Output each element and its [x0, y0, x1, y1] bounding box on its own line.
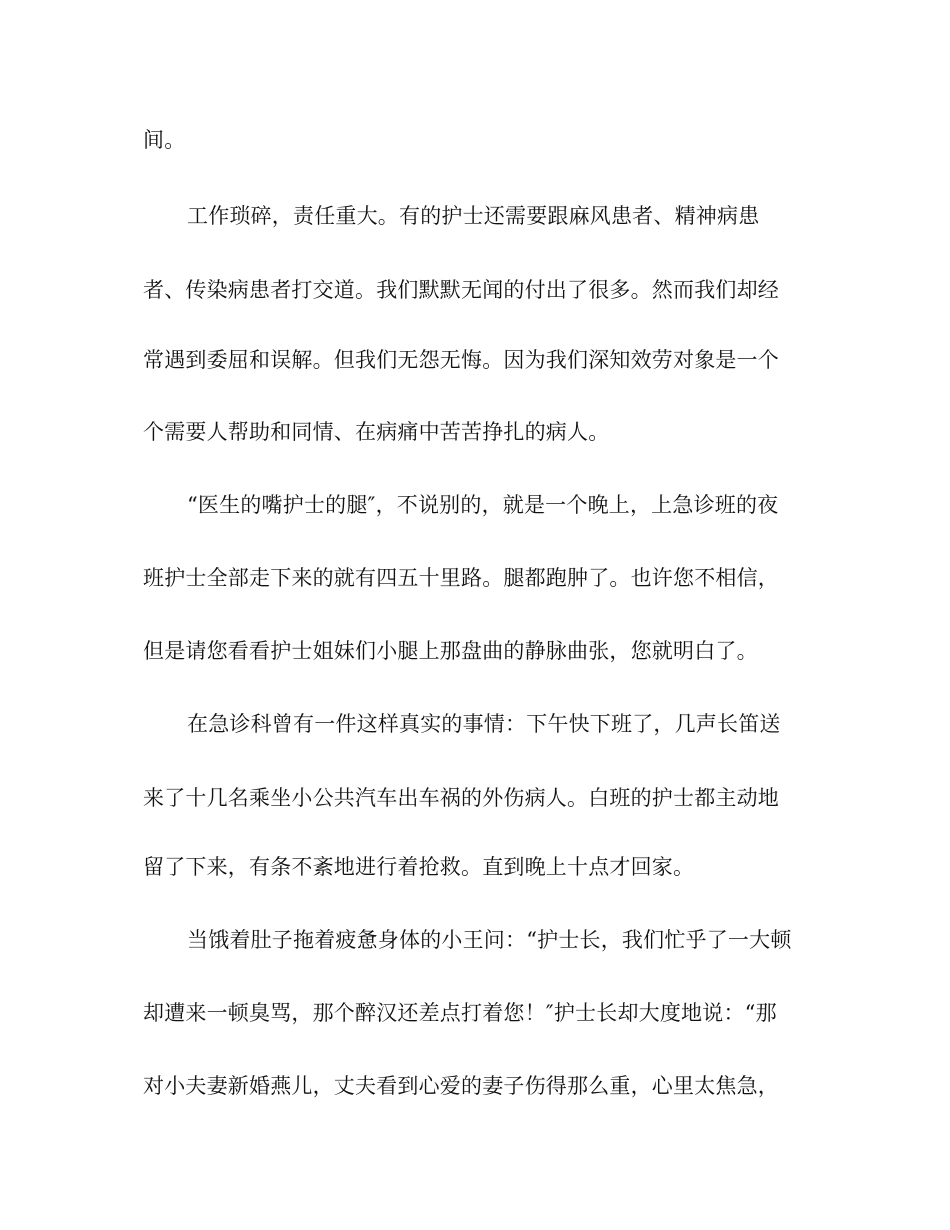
- text-line: 班护士全部走下来的就有四五十里路。腿都跑肿了。也许您不相信，: [143, 566, 779, 590]
- text-line: 对小夫妻新婚燕儿，丈夫看到心爱的妻子伤得那么重，心里太焦急，: [143, 1074, 779, 1098]
- text-line: 留了下来，有条不紊地进行着抢救。直到晚上十点才回家。: [143, 855, 695, 879]
- text-line: 来了十几名乘坐小公共汽车出车祸的外伤病人。白班的护士都主动地: [143, 786, 779, 810]
- paragraph-start-line: “医生的嘴护士的腿″，不说别的，就是一个晚上，上急诊班的夜: [187, 493, 779, 517]
- paragraph-start-line: 当饿着肚子拖着疲惫身体的小王问：“护士长，我们忙乎了一大顿: [187, 928, 792, 952]
- paragraph-start-line: 在急诊科曾有一件这样真实的事情：下午快下班了，几声长笛送: [187, 712, 781, 736]
- text-line: 常遇到委屈和误解。但我们无怨无悔。因为我们深知效劳对象是一个: [143, 348, 779, 372]
- text-line: 但是请您看看护士姐妹们小腿上那盘曲的静脉曲张，您就明白了。: [143, 639, 758, 663]
- paragraph-start-line: 工作琐碎，责任重大。有的护士还需要跟麻风患者、精神病患: [187, 204, 760, 228]
- text-line: 间。: [143, 128, 186, 152]
- text-line: 个需要人帮助和同情、在病痛中苦苦挣扎的病人。: [143, 420, 610, 444]
- text-line: 却遭来一顿臭骂，那个醉汉还差点打着您！″护士长却大度地说：“那: [143, 1001, 777, 1025]
- text-line: 者、传染病患者打交道。我们默默无闻的付出了很多。然而我们却经: [143, 278, 779, 302]
